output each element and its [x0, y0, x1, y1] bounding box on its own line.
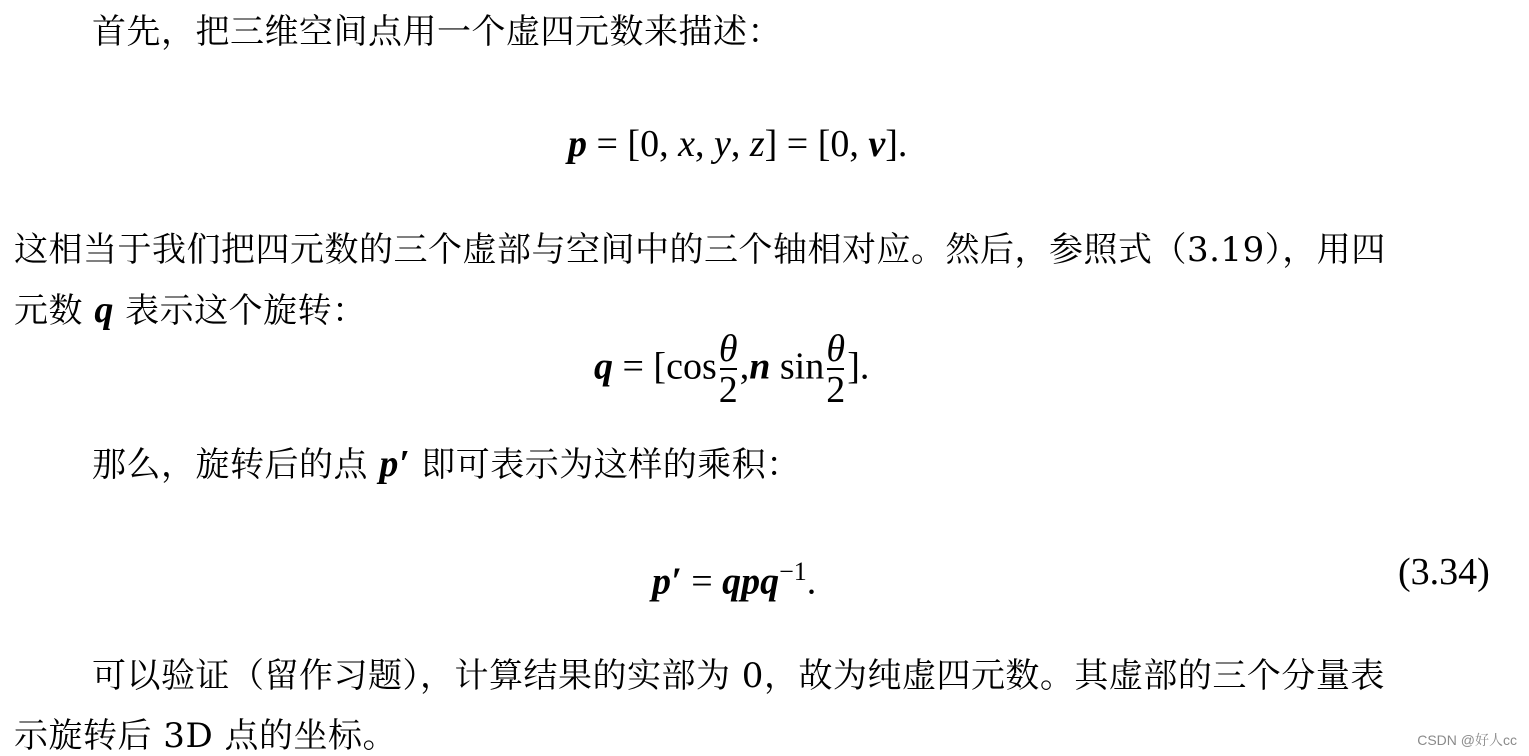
eq3-end: . — [806, 560, 817, 603]
paragraph-rotated-point — [92, 444, 801, 485]
p2-pre: 元数 — [14, 291, 95, 331]
equation-point-quaternion — [568, 122, 907, 166]
paragraph-verification-line1: 可以验证（留作习题），计算结果的实部为 0，故为纯虚四元数。其虚部的三个分量表 — [92, 656, 1385, 696]
eq3-p-prime: p′ — [652, 560, 682, 603]
eq1-mid: = [0, — [587, 123, 679, 165]
eq1-v: v — [868, 123, 886, 165]
eq2-frac-sin — [826, 330, 845, 410]
eq1-y: y — [713, 123, 731, 165]
p3-pre: 那么，旋转后的点 — [92, 445, 380, 485]
equation-rotation-product — [652, 550, 816, 604]
eq1-c1: , — [694, 123, 714, 165]
paragraph-correspondence-line1: 这相当于我们把四元数的三个虚部与空间中的三个轴相对应。然后，参照式（3.19），用四 — [14, 230, 1386, 270]
eq1-p: p — [568, 123, 587, 165]
eq1-x: x — [678, 123, 695, 165]
eq2-theta-2: θ — [826, 328, 846, 370]
paragraph-correspondence-line2 — [14, 290, 367, 331]
eq3-inverse-exponent: −1 — [779, 557, 807, 586]
eq2-n: n — [749, 345, 771, 388]
eq2-sin: sin — [770, 345, 825, 388]
eq1-z: z — [749, 123, 765, 165]
eq1-end: ]. — [885, 123, 908, 165]
eq3-qpq: qpq — [722, 560, 780, 603]
equation-number: (3.34) — [1398, 551, 1490, 593]
eq1-rest: ] = [0, — [764, 123, 869, 165]
eq2-comma: , — [739, 345, 750, 388]
eq2-q: q — [594, 345, 613, 388]
eq2-frac-cos — [719, 330, 738, 410]
p2-var-q: q — [94, 289, 114, 331]
csdn-watermark: CSDN @好人cc — [1417, 732, 1517, 748]
eq2-theta-1: θ — [718, 328, 738, 370]
eq2-end: ]. — [847, 345, 870, 388]
eq2-eq: = [cos — [613, 345, 717, 388]
equation-rotation-quaternion — [594, 330, 869, 410]
eq3-eq: = — [681, 560, 723, 603]
p3-var-p-prime: p′ — [379, 443, 410, 485]
eq1-c2: , — [730, 123, 750, 165]
p2-post: 表示这个旋转： — [113, 291, 367, 331]
p3-post: 即可表示为这样的乘积： — [410, 445, 801, 485]
paragraph-intro: 首先，把三维空间点用一个虚四元数来描述： — [92, 12, 782, 52]
eq2-two-2: 2 — [826, 369, 846, 411]
paragraph-verification-line2: 示旋转后 3D 点的坐标。 — [14, 716, 398, 756]
eq2-two-1: 2 — [718, 369, 738, 411]
